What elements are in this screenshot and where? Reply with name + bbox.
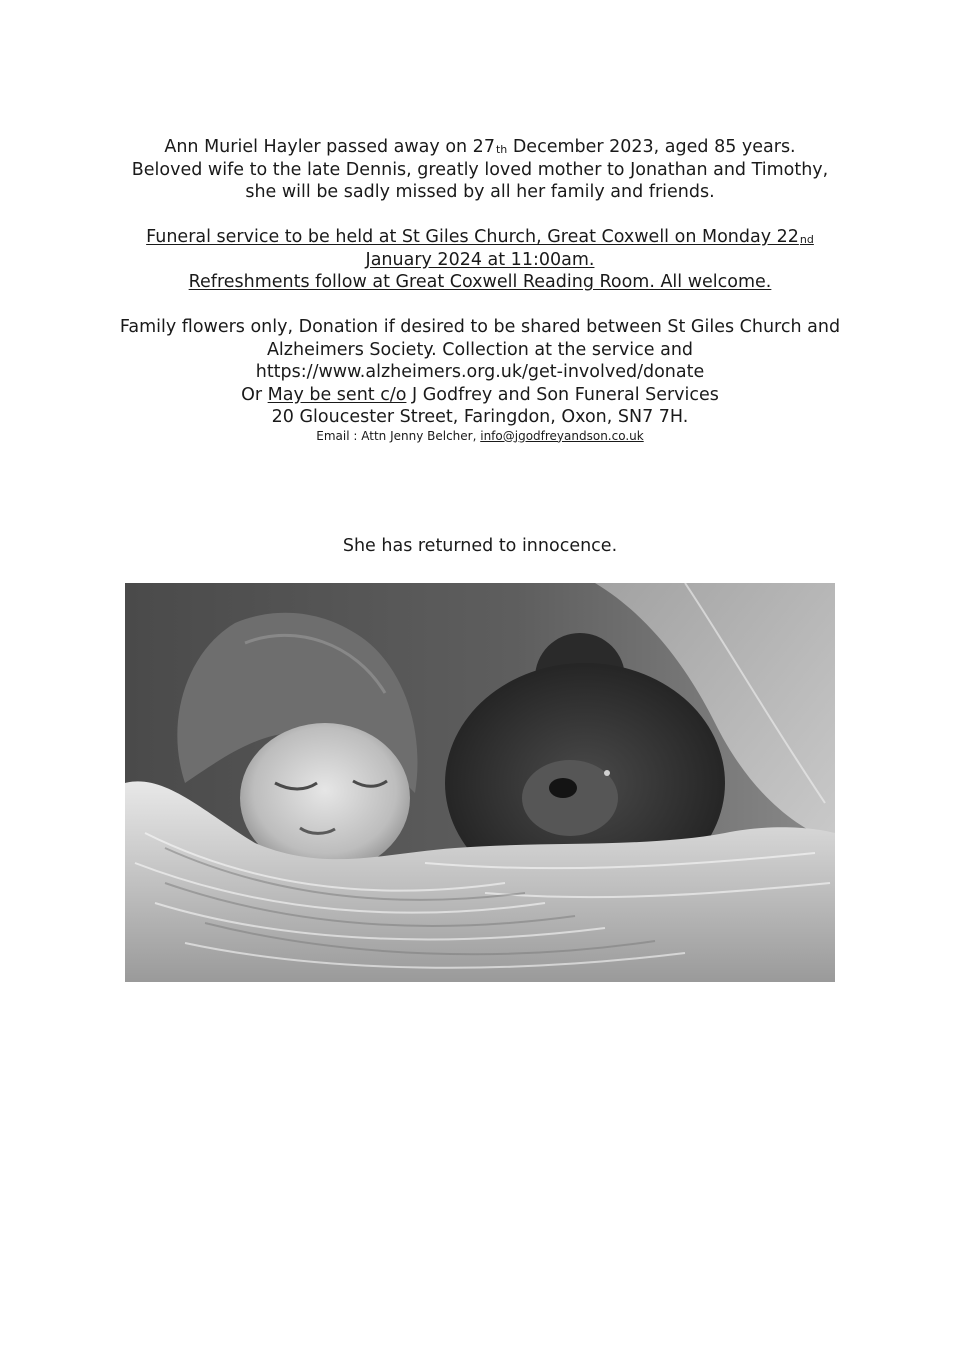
notice-line-1: [60, 136, 900, 159]
donation-url: https://www.alzheimers.org.uk/get-involved/donate: [255, 362, 705, 382]
epitaph: She has returned to innocence.: [342, 536, 618, 556]
donation-line-4: [60, 384, 900, 407]
spacer: [60, 204, 900, 227]
notice-line-1-text: Ann Muriel Hayler passed away on 27: [164, 137, 495, 157]
notice-line-1-text-end: December 2023, aged 85 years.: [507, 137, 796, 157]
ordinal-suffix: th: [495, 143, 508, 156]
contact-email-link[interactable]: info@jgodfreyandson.co.uk: [480, 428, 644, 443]
contact-email-line: [60, 429, 900, 443]
memorial-photo: [125, 583, 835, 982]
photo-illustration: [125, 583, 835, 982]
bear-snout: [522, 760, 618, 836]
donation-line-1: Family flowers only, Donation if desired to be shared between St Giles Church and: [119, 317, 841, 337]
donation-line-4-underlined: May be sent c/o: [267, 384, 407, 405]
funeral-director-address: 20 Gloucester Street, Faringdon, Oxon, SN7 7H.: [271, 407, 689, 427]
donation-line-4-prefix: Or: [241, 384, 268, 405]
funeral-line-2: January 2024 at 11:00am.: [365, 249, 595, 270]
donation-line-2: Alzheimers Society. Collection at the service and: [266, 339, 694, 360]
spacer: [60, 294, 900, 317]
notice-line-3: she will be sadly missed by all her family and friends.: [245, 182, 715, 202]
funeral-line-1: [60, 226, 900, 249]
funeral-line-3: Refreshments follow at Great Coxwell Reading Room. All welcome.: [188, 272, 772, 292]
funeral-line-1-text: Funeral service to be held at St Giles Church, Great Coxwell on Monday 22: [146, 227, 799, 247]
obituary-notice: [60, 136, 900, 443]
contact-email-prefix: Email : Attn Jenny Belcher,: [316, 428, 481, 443]
ordinal-suffix: nd: [799, 233, 814, 246]
notice-line-2: Beloved wife to the late Dennis, greatly loved mother to Jonathan and Timothy,: [131, 159, 829, 180]
donation-line-4-suffix: J Godfrey and Son Funeral Services: [406, 384, 719, 405]
bear-eye: [604, 770, 610, 776]
bear-nose: [549, 778, 577, 798]
